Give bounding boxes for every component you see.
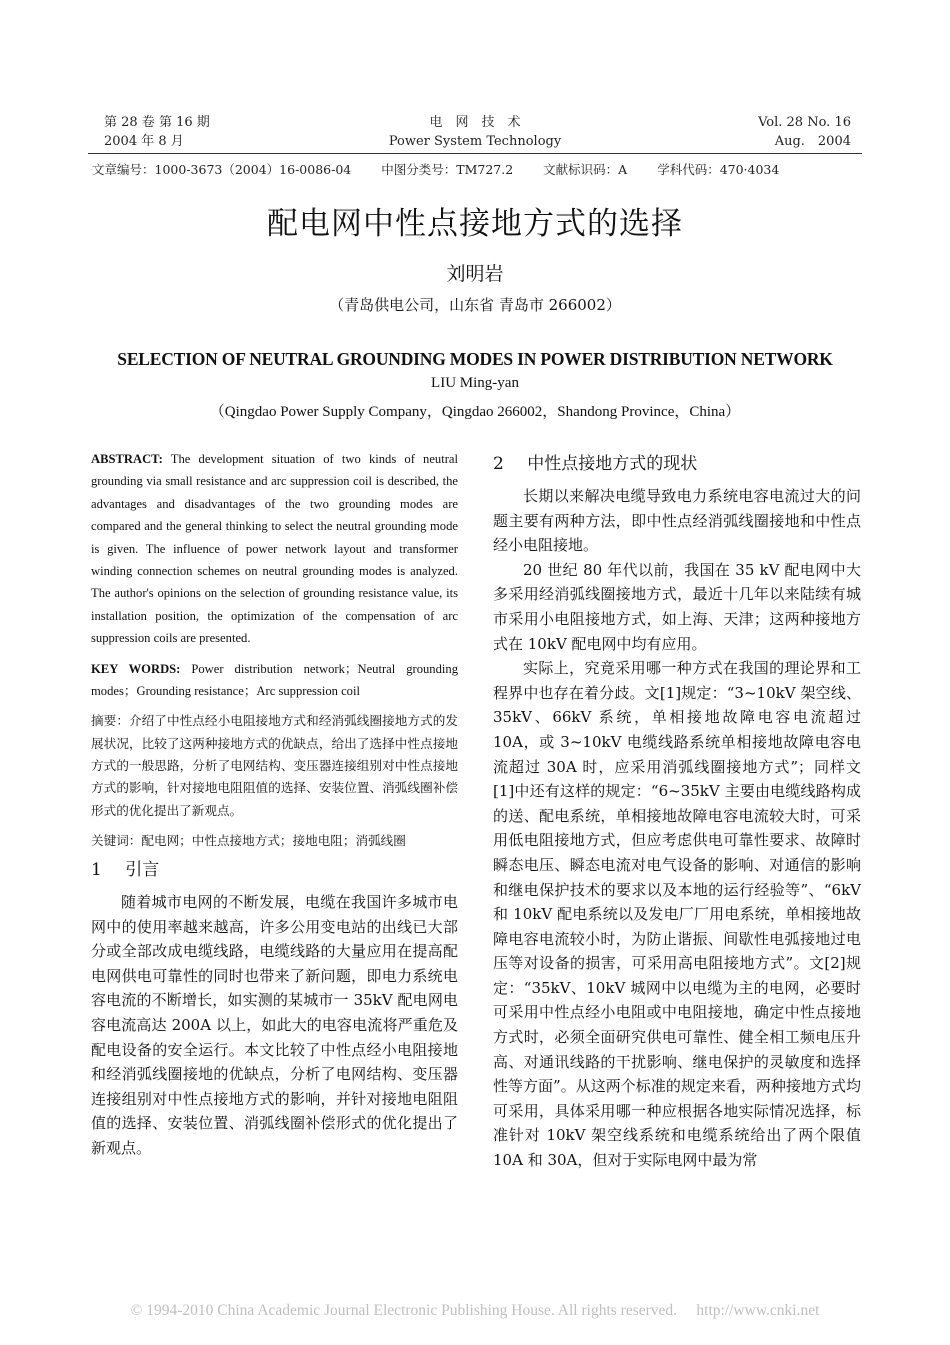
author-name: 刘明岩 <box>446 263 504 285</box>
journal-issue-en <box>758 113 851 151</box>
keywords-en-text: Power distribution network；Neutral grounding modes；Grounding resistance；Arc suppression coil <box>91 661 458 699</box>
author-affiliation-en: （Qingdao Power Supply Company，Qingdao 266002，Shandong Province，China） <box>209 404 741 420</box>
paper-title: 配电网中性点接地方式的选择 <box>267 206 683 242</box>
section-2-heading <box>493 450 861 478</box>
abstract-en <box>91 448 458 650</box>
journal-name-cn: 电 网 技 术 <box>429 115 521 130</box>
volume-issue-en: Vol. 28 No. 16 <box>758 115 851 130</box>
section-1-paragraph: 随着城市电网的不断发展，电缆在我国许多城市电网中的使用率越来越高，许多公用变电站的出线已大部分或全部改成电缆线路，电缆线路的大量应用在提高配电网供电可靠性的同时也带来了新问题，即电力系统电容电流的不断增长，如实测的某城市一 35kV 配电网电容电流高达 200A 以上，如此大的电容电流将严重危及配电设备的安全运行。本文比较了中性点经小电阻接地和经消弧线圈接地的优缺点，分析了电网结构、变压器连接组别对中性点接地方式的影响，并针对接地电阻阻值的选择、安装位置、消弧线圈补偿形式的优化提出了新观点。 <box>91 892 458 1157</box>
section-2-title: 中性点接地方式的现状 <box>527 454 698 474</box>
issue-date: 2004 年 8 月 <box>104 134 184 149</box>
abstract-en-label: ABSTRACT: <box>91 452 163 466</box>
section-2-paragraph-2: 20 世纪 80 年代以前，我国在 35 kV 配电网中大多采用经消弧线圈接地方式，最近十几年以来陆续有城市采用小电阻接地方式，如上海、天津；这两种接地方式在 10kV 配电网中均有应用。 <box>493 560 861 653</box>
section-2-paragraph-1: 长期以来解决电缆导致电力系统电容电流过大的问题主要有两种方法，即中性点经消弧线圈接地和中性点经小电阻接地。 <box>493 487 861 555</box>
header-divider <box>88 153 862 154</box>
article-meta <box>92 160 862 178</box>
abstract-cn: 摘要：介绍了中性点经小电阻接地方式和经消弧线圈接地方式的发展状况，比较了这两种接地方式的优缺点，给出了选择中性点接地方式的一般思路，分析了电网结构、变压器连接组别对中性点接地方式的影响，针对接地电阻阻值的选择、安装位置、消弧线圈补偿形式的优化提出了新观点。 <box>91 713 458 818</box>
section-1-number: 1 <box>91 859 102 880</box>
subject-code: 学科代码：470·4034 <box>657 162 780 177</box>
journal-name-en: Power System Technology <box>388 134 562 149</box>
right-column <box>493 448 861 1173</box>
left-column <box>91 448 458 1160</box>
keywords-cn: 关键词：配电网；中性点接地方式；接地电阻；消弧线圈 <box>91 832 406 848</box>
journal-issue-cn <box>104 113 210 151</box>
section-2-number: 2 <box>493 454 504 474</box>
copyright-footer: © 1994-2010 China Academic Journal Electronic Publishing House. All rights reserved. http://www.cnki.net <box>130 1302 820 1319</box>
article-number: 文章编号：1000-3673（2004）16-0086-04 <box>92 162 352 177</box>
keywords-en-label: KEY WORDS: <box>91 661 181 676</box>
issue-date-en: Aug. 2004 <box>774 134 851 149</box>
journal-name <box>350 113 600 151</box>
keywords-en <box>91 658 458 703</box>
volume-issue: 第 28 卷 第 16 期 <box>104 115 210 130</box>
author-affiliation: （青岛供电公司，山东省 青岛市 266002） <box>329 296 621 314</box>
abstract-en-text: The development situation of two kinds of neutral grounding via small resistance and arc suppression coil is described, the advantages and disadvantages of the two grounding modes are compared and the general thinking to select the neutral grounding mode is given. The influence of power network layout and transformer winding connection schemes on neutral grounding modes is analyzed. The author's opinions on the selection of grounding resistance value, its installation position, the optimization of the compensation of arc suppression coils are presented. <box>91 452 459 646</box>
author-name-en: LIU Ming-yan <box>431 375 519 391</box>
section-1-title: 引言 <box>125 859 160 880</box>
clc-number: 中图分类号：TM727.2 <box>381 162 514 177</box>
section-2-paragraph-3: 实际上，究竟采用哪一种方式在我国的理论界和工程界中也存在着分歧。文[1]规定：“3~10kV 架空线、35kV、66kV 系统，单相接地故障电容电流超过 10A，或 3~10kV 电缆线路系统单相接地故障电容电流超过 30A 时，应采用消弧线圈接地方式”；同样文[1]中还有这样的规定：“6~35kV 主要由电缆线路构成的送、配电系统，单相接地故障电容电流较大时，可采用低电阻接地方式，但应考虑供电可靠性要求、故障时瞬态电压、瞬态电流对电气设备的影响、对通信的影响和继电保护技术的要求以及本地的运行经验等”、“6kV 和 10kV 配电系统以及发电厂厂用电系统，单相接地故障电容电流较小时，为防止谐振、间歇性电弧接地过电压等对设备的损害，可采用高电阻接地方式”。文[2]规定：“35kV、10kV 城网中以电缆为主的电网，必要时可采用中性点经小电阻或中电阻接地，确定中性点接地方式时，必须全面研究供电可靠性、健全相工频电压升高、对通讯线路的干扰影响、继电保护的灵敏度和选择性等方面”。从这两个标准的规定来看，两种接地方式均可采用，具体采用哪一种应根据各地实际情况选择，标准针对 10kV 架空线系统和电缆系统给出了两个限值 10A 和 30A，但对于实际电网中最为常 <box>493 659 861 1170</box>
section-1-heading <box>91 856 458 884</box>
paper-title-en: SELECTION OF NEUTRAL GROUNDING MODES IN POWER DISTRIBUTION NETWORK <box>117 349 833 369</box>
document-code: 文献标识码：A <box>543 162 628 177</box>
